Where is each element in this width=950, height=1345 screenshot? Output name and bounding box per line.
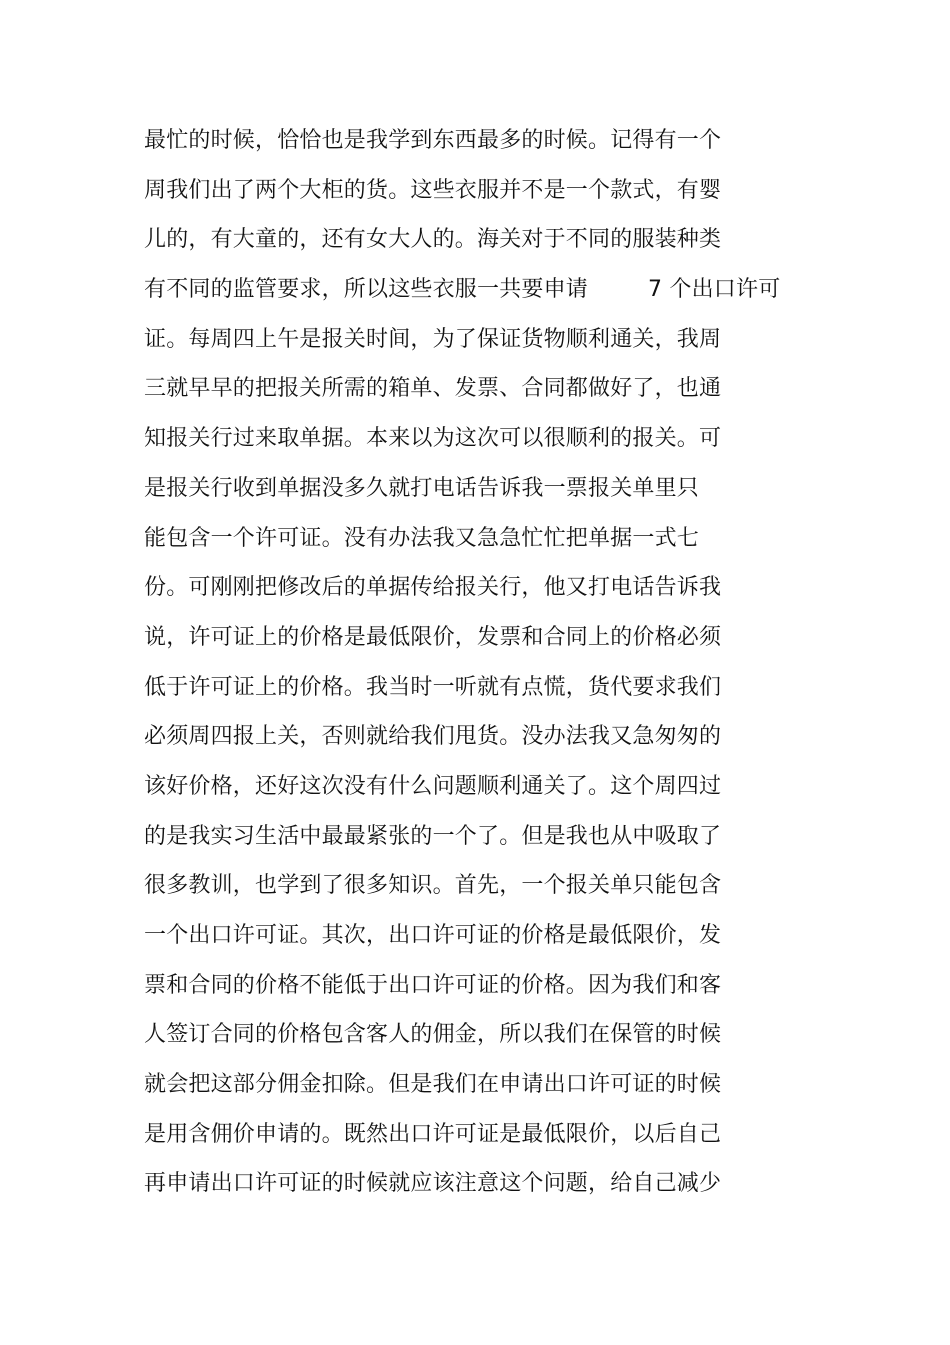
body-text xyxy=(144,120,844,1213)
text-line: 的是我实习生活中最最紧张的一个了。但是我也从中吸取了 xyxy=(144,823,722,849)
text-line: 知报关行过来取单据。本来以为这次可以很顺利的报关。可 xyxy=(144,426,722,452)
text-line: 必须周四报上关，否则就给我们甩货。没办法我又急匆匆的 xyxy=(144,724,722,750)
text-line: 该好价格，还好这次没有什么问题顺利通关了。这个周四过 xyxy=(144,773,722,799)
text-line: 最忙的时候，恰恰也是我学到东西最多的时候。记得有一个 xyxy=(144,128,722,153)
text-line: 说，许可证上的价格是最低限价，发票和合同上的价格必须 xyxy=(144,624,722,650)
text-line: 是报关行收到单据没多久就打电话告诉我一票报关单里只 xyxy=(144,475,700,501)
text-line: 周我们出了两个大柜的货。这些衣服并不是一个款式，有婴 xyxy=(144,177,722,203)
text-line: 低于许可证上的价格。我当时一听就有点慌，货代要求我们 xyxy=(144,674,722,700)
text-line: 人签订合同的价格包含客人的佣金，所以我们在保管的时候 xyxy=(144,1022,722,1048)
text-line-part: 有不同的监管要求，所以这些衣服一共要申请 xyxy=(144,277,589,303)
text-line: 三就早早的把报关所需的箱单、发票、合同都做好了，也通 xyxy=(144,376,722,402)
text-line: 很多教训，也学到了很多知识。首先，一个报关单只能包含 xyxy=(144,873,722,899)
text-line: 份。可刚刚把修改后的单据传给报关行，他又打电话告诉我 xyxy=(144,575,722,601)
text-line: 是用含佣价申请的。既然出口许可证是最低限价，以后自己 xyxy=(144,1121,722,1147)
text-line: 票和合同的价格不能低于出口许可证的价格。因为我们和客 xyxy=(144,972,722,998)
text-line: 再申请出口许可证的时候就应该注意这个问题，给自己减少 xyxy=(144,1171,722,1197)
text-line: 一个出口许可证。其次，出口许可证的价格是最低限价，发 xyxy=(144,923,722,948)
text-line: 能包含一个许可证。没有办法我又急急忙忙把单据一式七 xyxy=(144,525,700,551)
text-line xyxy=(144,269,844,319)
text-line: 证。每周四上午是报关时间，为了保证货物顺利通关，我周 xyxy=(144,326,722,352)
text-line-part: 7 个出口许可 xyxy=(648,277,781,303)
text-line: 就会把这部分佣金扣除。但是我们在申请出口许可证的时候 xyxy=(144,1072,722,1098)
text-line: 儿的，有大童的，还有女大人的。海关对于不同的服装种类 xyxy=(144,227,722,253)
